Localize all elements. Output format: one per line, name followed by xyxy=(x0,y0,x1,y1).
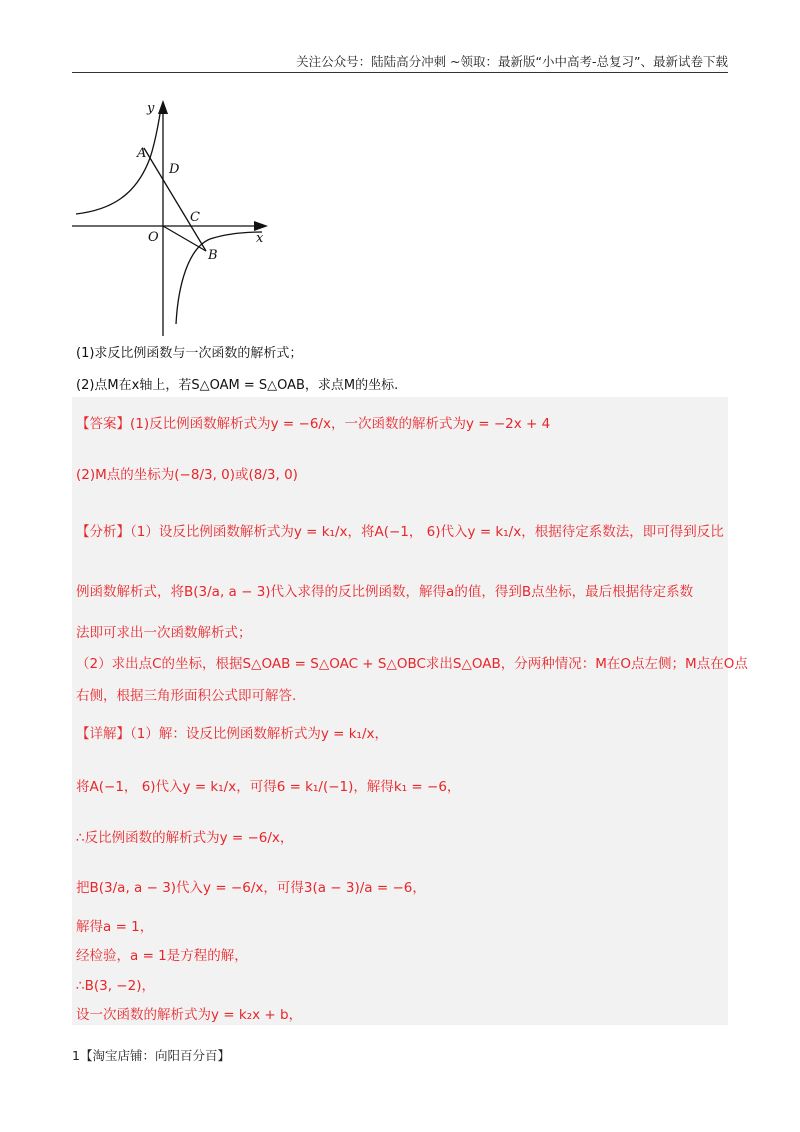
hyperbola-lower-right xyxy=(176,232,262,324)
detail-line-4: 把B(3/a, a − 3)代入y = −6/x，可得3(a − 3)/a = −6， xyxy=(76,880,426,896)
detail-line-3: ∴反比例函数的解析式为y = −6/x， xyxy=(76,830,294,846)
header-rule xyxy=(72,72,728,73)
detail-line-1: 【详解】（1）解：设反比例函数解析式为y = k₁/x， xyxy=(76,726,388,742)
y-axis-arrow xyxy=(158,100,168,114)
label-y: y xyxy=(147,101,155,116)
analysis-line-5: 右侧，根据三角形面积公式即可解答. xyxy=(76,688,297,704)
label-a: A xyxy=(137,146,147,161)
x-axis-arrow xyxy=(254,221,268,231)
analysis-line-4: （2）求出点C的坐标，根据S△OAB = S△OAC + S△OBC求出S△OAB，分两种情况：M在O点左侧；M点在O点 xyxy=(76,656,748,672)
hyperbola-upper-left xyxy=(76,114,160,214)
detail-line-7: ∴B(3, −2)， xyxy=(76,978,155,994)
answer-line-2: (2)M点的坐标为(−8/3, 0)或(8/3, 0) xyxy=(76,467,298,483)
function-graph-figure xyxy=(70,96,280,346)
detail-line-6: 经检验，a = 1是方程的解， xyxy=(76,948,248,964)
analysis-line-1: 【分析】（1）设反比例函数解析式为y = k₁/x，将A(−1， 6)代入y = k₁/x，根据待定系数法，即可得到反比 xyxy=(76,524,724,540)
detail-line-8: 设一次函数的解析式为y = k₂x + b， xyxy=(76,1007,303,1023)
label-c: C xyxy=(190,210,200,225)
page-footer: 1【淘宝店铺：向阳百分百】 xyxy=(72,1048,230,1063)
question-2: (2)点M在x轴上，若S△OAM = S△OAB，求点M的坐标. xyxy=(76,378,399,393)
label-d: D xyxy=(169,162,180,177)
label-o: O xyxy=(148,230,159,245)
line-ob xyxy=(163,226,206,251)
answer-section xyxy=(72,397,728,1025)
label-b: B xyxy=(208,248,218,263)
question-1: (1)求反比例函数与一次函数的解析式； xyxy=(76,346,303,361)
answer-line-1: 【答案】(1)反比例函数解析式为y = −6/x，一次函数的解析式为y = −2x + 4 xyxy=(76,416,551,432)
detail-line-5: 解得a = 1， xyxy=(76,919,154,935)
page-header: 关注公众号：陆陆高分冲刺 ~领取：最新版“小中高考-总复习”、最新试卷下载 xyxy=(296,54,728,69)
analysis-line-2: 例函数解析式，将B(3/a, a − 3)代入求得的反比例函数，解得a的值，得到B点坐标，最后根据待定系数 xyxy=(76,584,694,600)
detail-line-2: 将A(−1， 6)代入y = k₁/x，可得6 = k₁/(−1)，解得k₁ = −6， xyxy=(76,779,461,795)
label-x: x xyxy=(256,231,264,246)
analysis-line-3: 法即可求出一次函数解析式； xyxy=(76,625,252,641)
